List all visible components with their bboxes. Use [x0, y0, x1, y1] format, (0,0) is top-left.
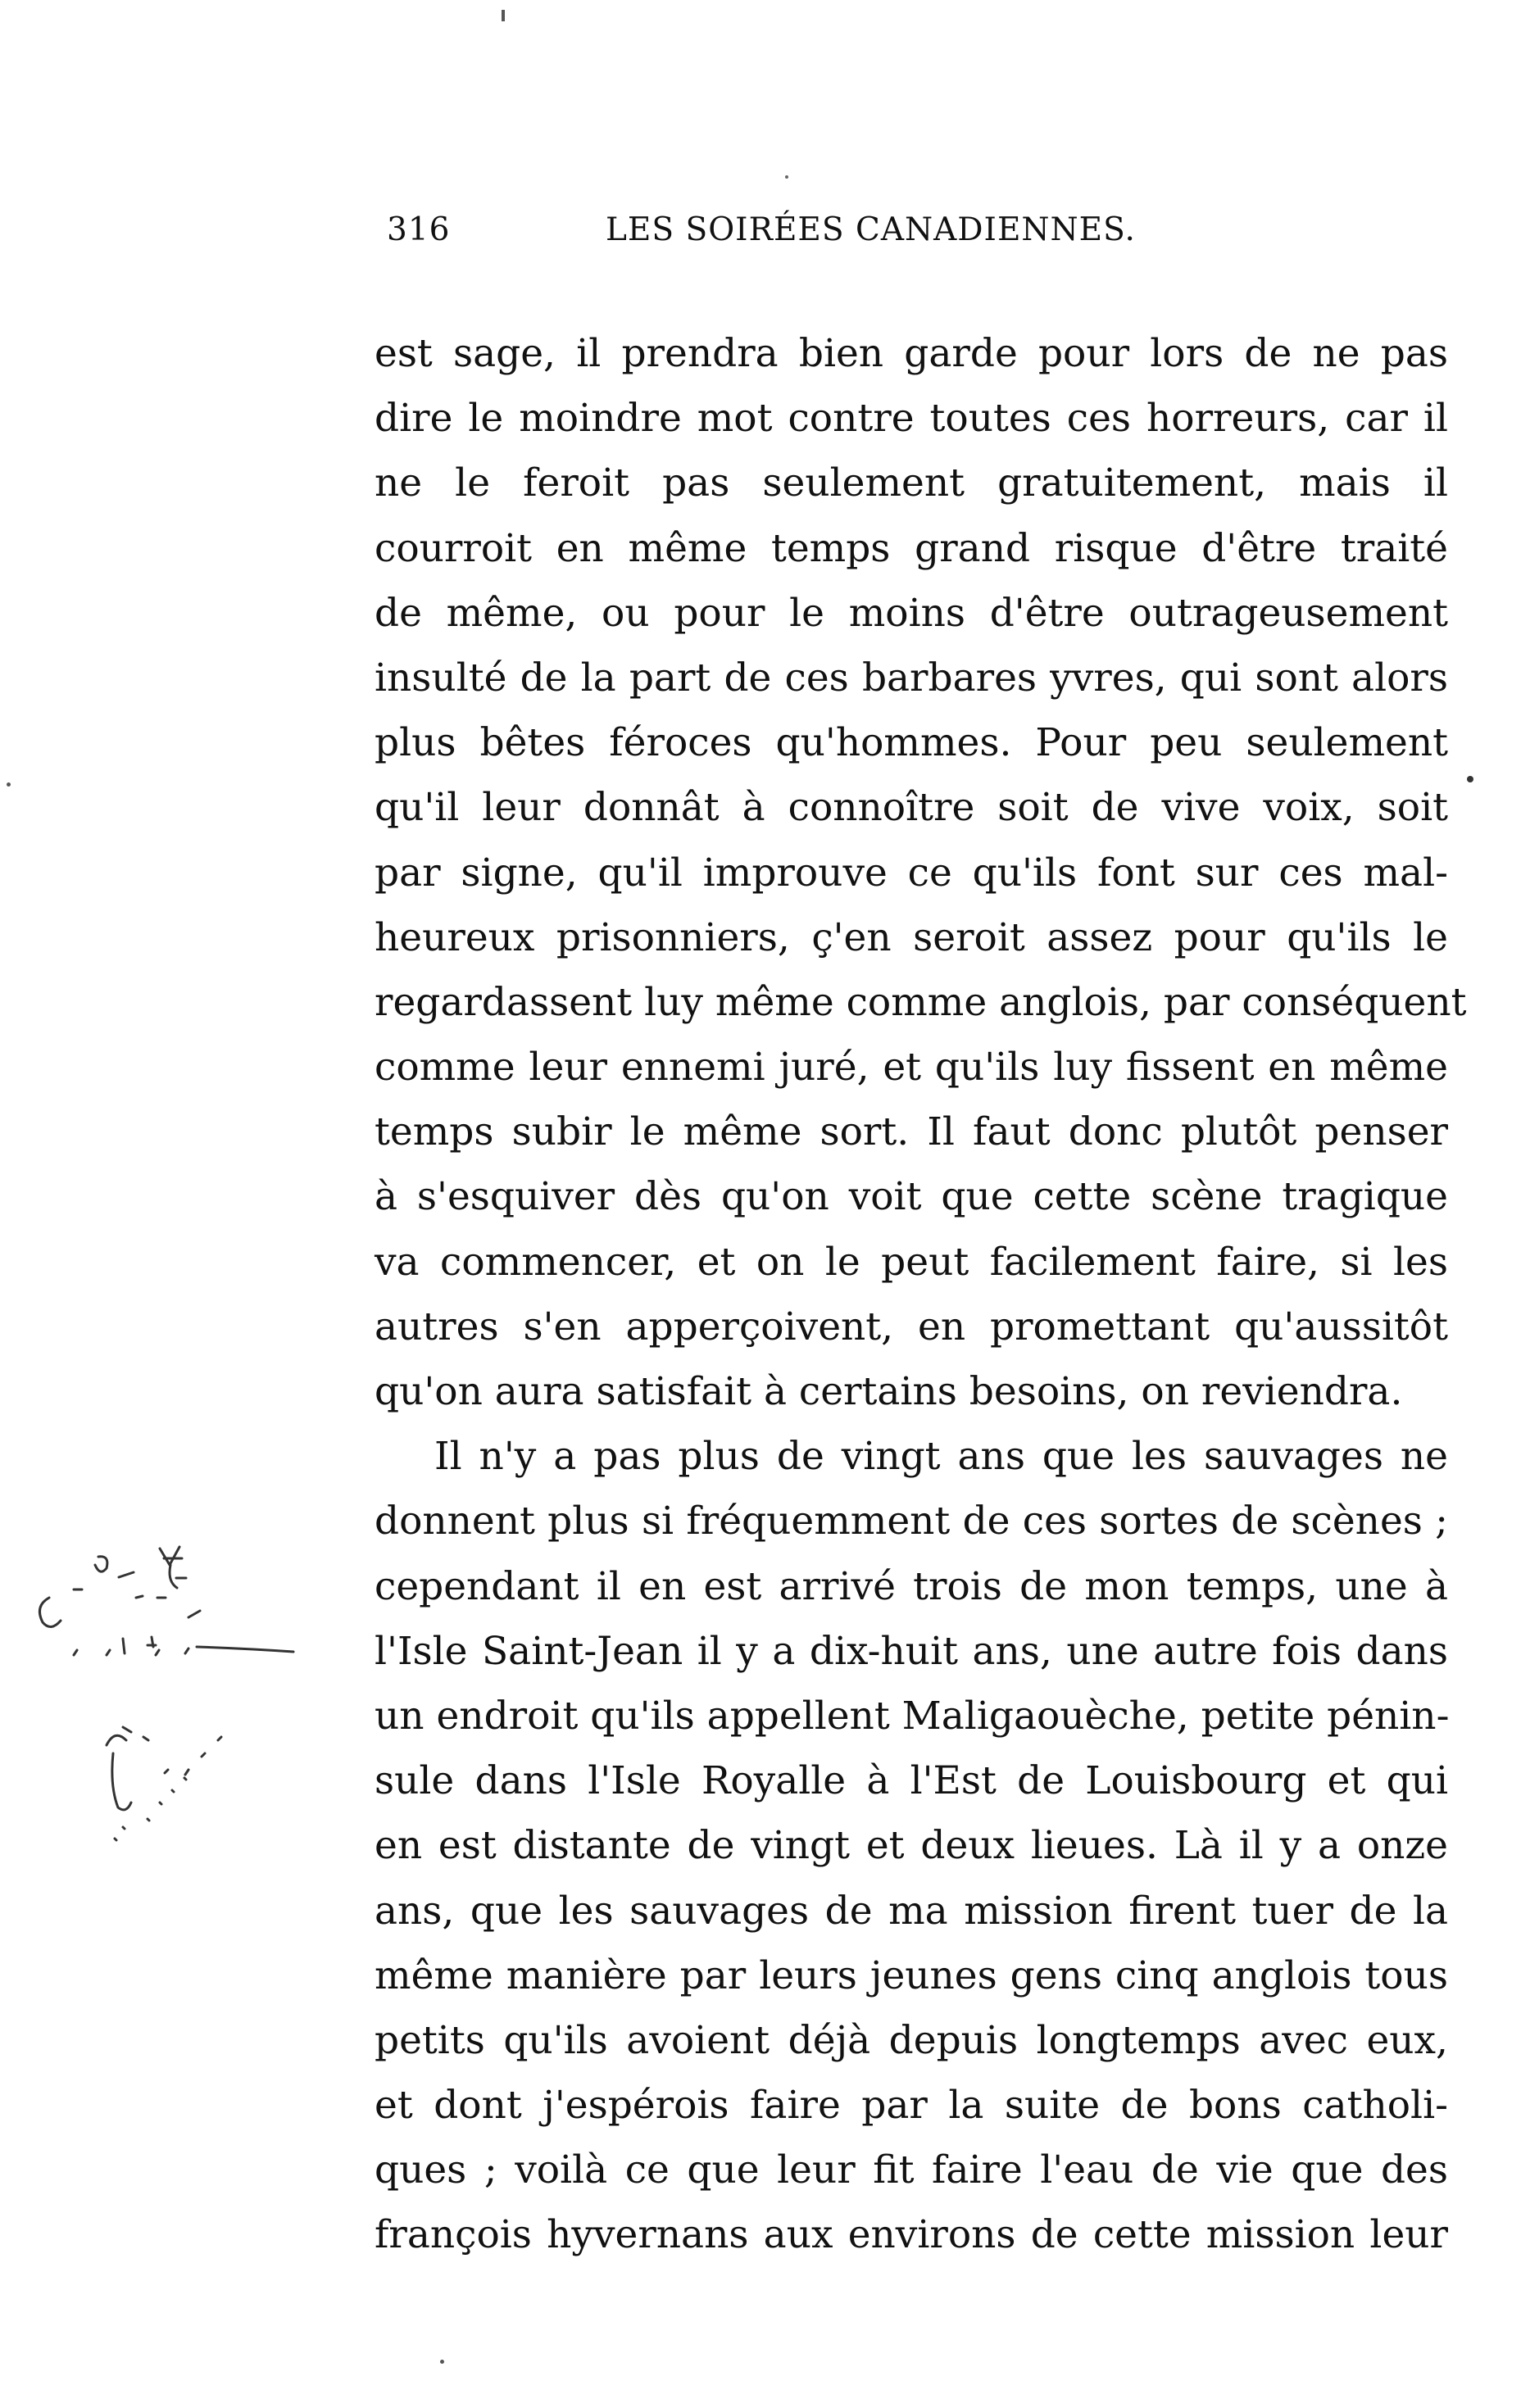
running-title: LES SOIRÉES CANADIENNES. — [606, 211, 1136, 248]
text-line: françois hyvernans aux environs de cette mission leur — [375, 2212, 1448, 2258]
stray-mark — [1467, 776, 1473, 782]
stray-mark — [502, 10, 505, 21]
text-line: un endroit qu'ils appellent Maligaouèche, petite pénin- — [375, 1693, 1450, 1739]
text-line: va commencer, et on le peut facilement faire, si les — [375, 1239, 1448, 1285]
text-line: petits qu'ils avoient déjà depuis longtemps avec eux, — [375, 2017, 1448, 2063]
text-line: comme leur ennemi juré, et qu'ils luy fissent en même — [375, 1045, 1448, 1091]
text-line: autres s'en apperçoivent, en promettant qu'aussitôt — [375, 1304, 1448, 1349]
running-head — [387, 211, 1206, 261]
text-line: cependant il en est arrivé trois de mon temps, une à — [375, 1563, 1448, 1609]
text-line: plus bêtes féroces qu'hommes. Pour peu seulement — [375, 720, 1448, 766]
text-line: donnent plus si fréquemment de ces sortes de scènes ; — [375, 1499, 1448, 1544]
text-line: dire le moindre mot contre toutes ces horreurs, car il — [375, 396, 1448, 442]
text-line: insulté de la part de ces barbares yvres, qui sont alors — [375, 655, 1448, 701]
text-line: par signe, qu'il improuve ce qu'ils font sur ces mal- — [375, 850, 1448, 896]
margin-annotation — [25, 1508, 303, 1917]
handwritten-mark — [25, 1508, 303, 1917]
text-line: ans, que les sauvages de ma mission firent tuer de la — [375, 1888, 1448, 1934]
text-line: temps subir le même sort. Il faut donc plutôt penser — [375, 1109, 1448, 1155]
text-line: l'Isle Saint-Jean il y a dix-huit ans, une autre fois dans — [375, 1628, 1448, 1674]
stray-mark — [7, 782, 11, 787]
text-line: est sage, il prendra bien garde pour lors de ne pas — [375, 331, 1448, 376]
text-line: et dont j'espérois faire par la suite de bons catholi- — [375, 2083, 1448, 2129]
text-line: courroit en même temps grand risque d'être traité — [375, 525, 1448, 571]
text-line: à s'esquiver dès qu'on voit que cette scène tragique — [375, 1174, 1448, 1220]
text-line: qu'on aura satisfait à certains besoins, on reviendra. — [375, 1369, 1403, 1414]
text-line: ques ; voilà ce que leur fit faire l'eau de vie que des — [375, 2147, 1448, 2193]
stray-mark — [785, 175, 788, 179]
text-line: sule dans l'Isle Royalle à l'Est de Louisbourg et qui — [375, 1758, 1448, 1804]
text-line: en est distante de vingt et deux lieues. Là il y a onze — [375, 1823, 1448, 1869]
text-line: même manière par leurs jeunes gens cinq anglois tous — [375, 1952, 1448, 1998]
text-line: qu'il leur donnât à connoître soit de vive voix, soit — [375, 785, 1448, 831]
text-line: ne le feroit pas seulement gratuitement, mais il — [375, 460, 1448, 506]
page-number: 316 — [387, 211, 451, 248]
text-line: de même, ou pour le moins d'être outrageusement — [375, 590, 1448, 636]
paragraph-start-line: Il n'y a pas plus de vingt ans que les sauvages ne — [434, 1434, 1448, 1480]
body-text — [375, 321, 1467, 2268]
stray-mark — [440, 2360, 444, 2364]
text-line: heureux prisonniers, ç'en seroit assez pour qu'ils le — [375, 914, 1448, 960]
text-line: regardassent luy même comme anglois, par conséquent — [375, 979, 1467, 1025]
